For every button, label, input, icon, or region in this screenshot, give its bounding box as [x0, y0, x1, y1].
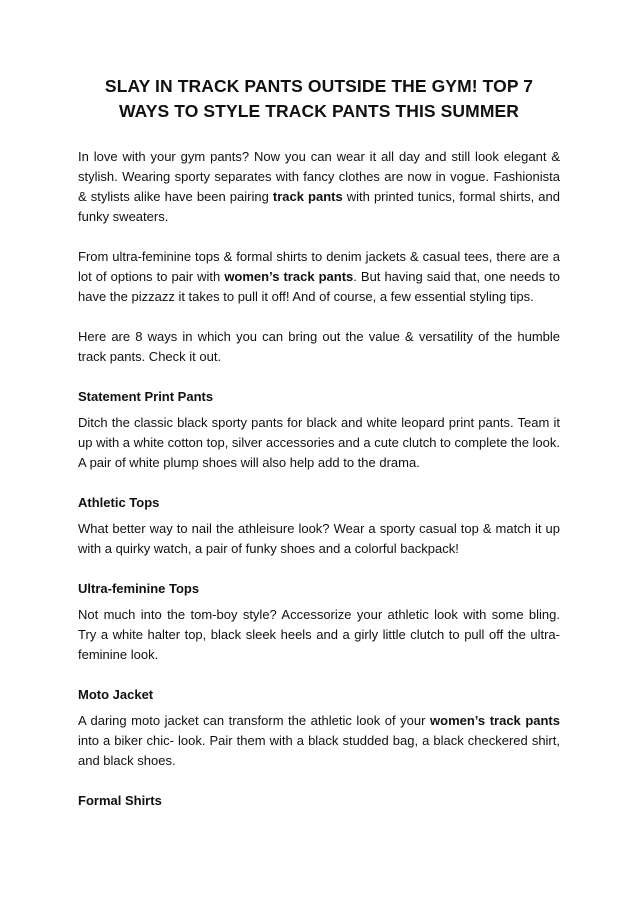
section-heading: Formal Shirts: [78, 793, 162, 808]
section-heading: Athletic Tops: [78, 495, 160, 510]
intro-paragraph-1: [78, 147, 560, 227]
section-body: [78, 711, 560, 771]
section-body-text-b: into a biker chic- look. Pair them with a black studded bag, a black checkered shirt, and black shoes.: [78, 733, 560, 768]
section-statement-print-pants: [78, 387, 560, 473]
section-body: Not much into the tom-boy style? Accessorize your athletic look with some bling. Try a white halter top, black sleek heels and a girly little clutch to pull off the ultra-feminine look.: [78, 607, 560, 662]
section-body-text-a: A daring moto jacket can transform the athletic look of your: [78, 713, 431, 728]
intro-paragraph-2-text-a: From ultra-feminine tops & formal shirts to denim jackets & casual tees, there are a lot of options to pair with: [78, 249, 560, 284]
section-formal-shirts: [78, 791, 560, 811]
section-heading: Moto Jacket: [78, 687, 154, 702]
intro-paragraph-2-text-b: . But having said that, one needs to have the pizzazz it takes to pull it off! And of course, a few essential styling tips.: [78, 269, 560, 304]
track-pants-bold-text: track pants: [272, 189, 343, 204]
section-athletic-tops: [78, 493, 560, 559]
section-moto-jacket: [78, 685, 560, 771]
intro-paragraph-1-text-a: In love with your gym pants? Now you can wear it all day and still look elegant & stylish. Wearing sporty separates with fancy clothes are now in vogue. Fashionista & stylists alike have been pairing: [78, 149, 560, 204]
section-heading: Ultra-feminine Tops: [78, 581, 200, 596]
section-body: Ditch the classic black sporty pants for black and white leopard print pants. Team it up with a white cotton top, silver accessories and a cute clutch to complete the look. A pair of white plump shoes will also help add to the drama.: [78, 415, 560, 470]
section-ultra-feminine-tops: [78, 579, 560, 665]
womens-track-pants-bold-text: women’s track pants: [224, 269, 354, 284]
intro-paragraph-3: Here are 8 ways in which you can bring out the value & versatility of the humble track pants. Check it out.: [78, 329, 560, 364]
womens-track-pants-bold-text: women’s track pants: [430, 713, 560, 728]
section-heading: Statement Print Pants: [78, 389, 214, 404]
intro-paragraph-2: [78, 247, 560, 307]
section-body: What better way to nail the athleisure look? Wear a sporty casual top & match it up with a quirky watch, a pair of funky shoes and a colorful backpack!: [78, 521, 560, 556]
document-title: SLAY IN TRACK PANTS OUTSIDE THE GYM! TOP 7 WAYS TO STYLE TRACK PANTS THIS SUMMER: [104, 76, 534, 121]
intro-paragraph-1-text-b: with printed tunics, formal shirts, and funky sweaters.: [78, 189, 560, 224]
